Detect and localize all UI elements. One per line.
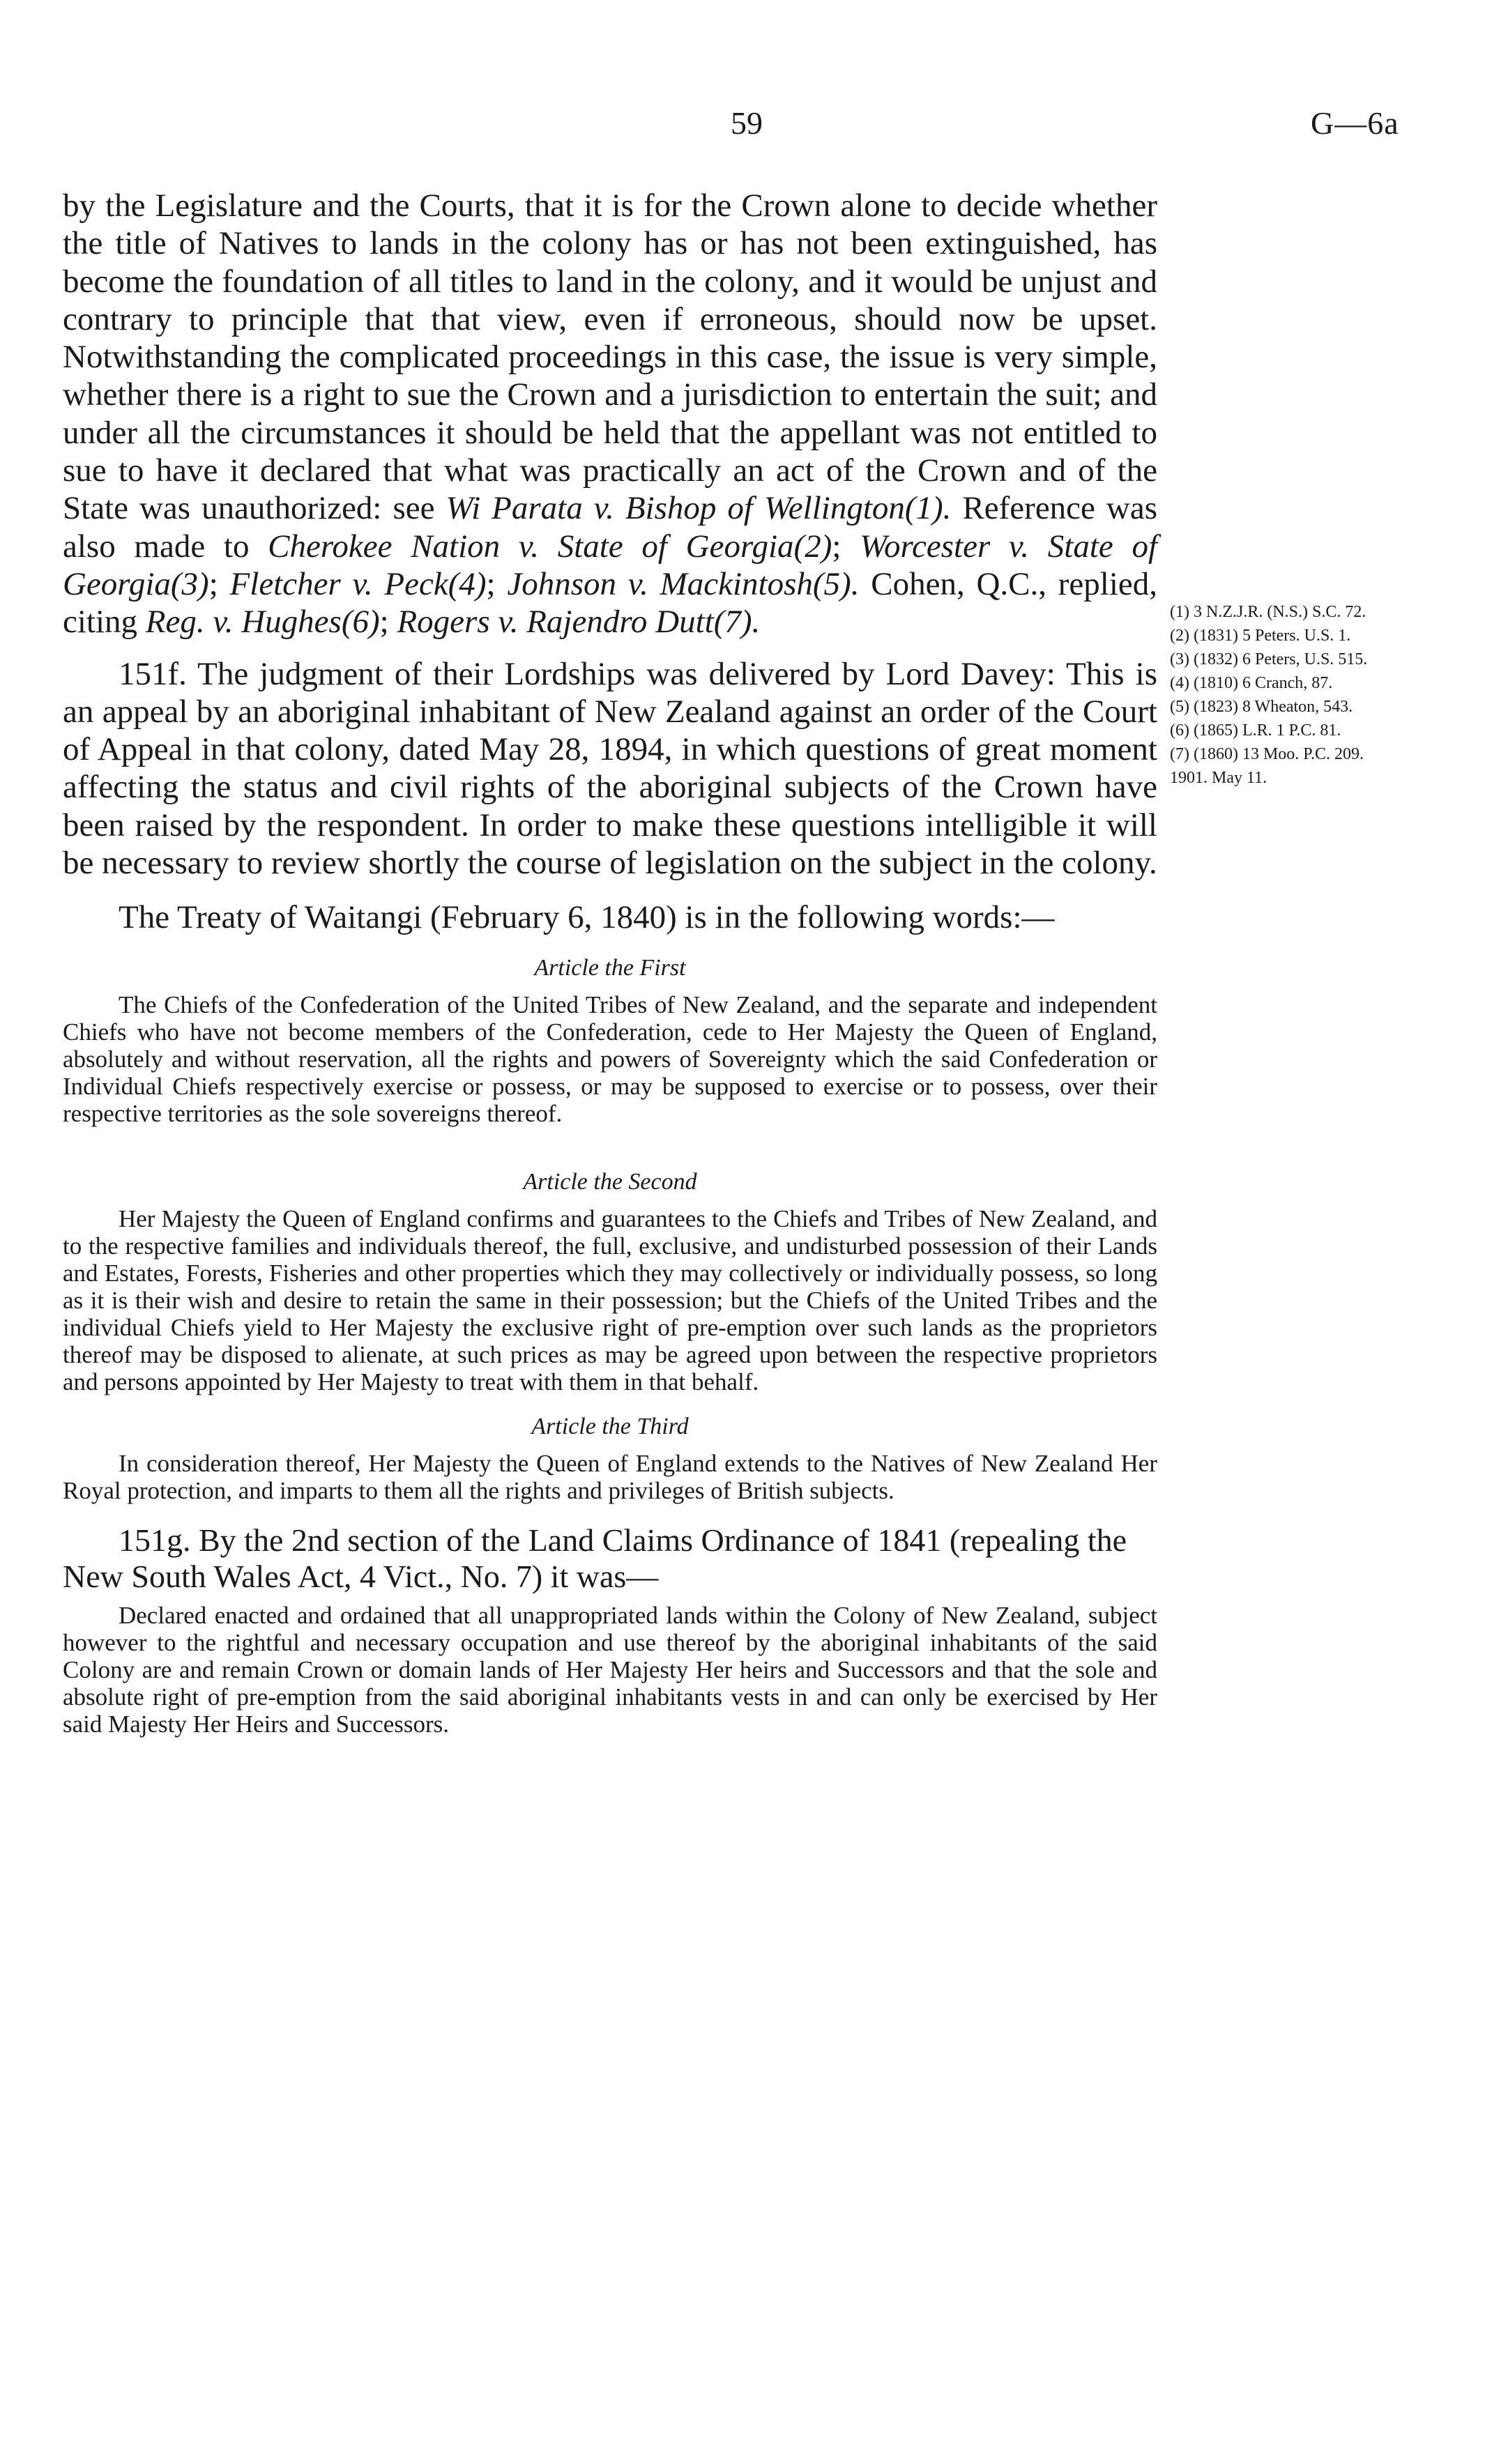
- article-first-text: The Chiefs of the Confederation of the United Tribes of New Zealand, and the separate and independent Chiefs who have not become members of the Confederation, cede to Her Majesty the Queen of England, absolutely and without reservation, all the rights and powers of Sovereignty which the said Confederation or Individual Chiefs respectively exercise or possess, or may be supposed to exercise or to possess, over their respective territories as the sole sovereigns thereof.: [63, 990, 1157, 1127]
- citation-rogers: Rogers v. Rajendro Dutt(7).: [397, 604, 761, 641]
- section-151g: 151g. By the 2nd section of the Land Claims Ordinance of 1841 (repealing the New South Wales Act, 4 Vict., No. 7) it was—: [63, 1522, 1127, 1594]
- citation-wi-parata: Wi Parata v. Bishop of Wellington(1).: [445, 490, 952, 527]
- side-note: (3) (1832) 6 Peters, U.S. 515.: [1170, 650, 1368, 668]
- side-note: (6) (1865) L.R. 1 P.C. 81.: [1170, 721, 1341, 740]
- side-notes: [1170, 603, 1463, 793]
- main-text: [63, 187, 1157, 1738]
- citation-sep: Cohen, Q.C., replied, citing: [63, 565, 1157, 641]
- argument-paragraph: [63, 187, 1157, 641]
- article-third-text: In consideration thereof, Her Majesty the Queen of England extends to the Natives of New Zealand Her Royal protection, and imparts to them all the rights and privileges of British subjects.: [63, 1449, 1157, 1504]
- side-note: (7) (1860) 13 Moo. P.C. 209.: [1170, 745, 1364, 763]
- citation-johnson: Johnson v. Mackintosh(5).: [507, 565, 860, 602]
- citation-fletcher: Fletcher v. Peck(4): [229, 565, 487, 602]
- citation-sep: ;: [832, 528, 860, 565]
- citation-sep: Reference was also made to: [63, 490, 1157, 565]
- treaty-intro: The Treaty of Waitangi (February 6, 1840) is in the following words:—: [119, 899, 1055, 936]
- document-code: G—6a: [1311, 105, 1399, 141]
- citation-sep: ;: [486, 565, 508, 602]
- citation-sep: ;: [379, 604, 397, 641]
- citation-cherokee: Cherokee Nation v. State of Georgia(2): [268, 528, 832, 565]
- judgment-paragraph: 151f. The judgment of their Lordships was delivered by Lord Davey: This is an appeal by an aboriginal inhabitant of New Zealand against an order of the Court of Appeal in that colony, dated May 28, 1894, in which questions of great moment affecting the status and civil rights of the aboriginal subjects of the Crown have been raised by the respondent. In order to make these questions intelligible it will be necessary to review shortly the course of legislation on the subject in the colony.: [63, 655, 1157, 882]
- side-note: (1) 3 N.Z.J.R. (N.S.) S.C. 72.: [1170, 603, 1366, 621]
- page-number: 59: [731, 105, 763, 141]
- article-second-title: Article the Second: [523, 1168, 697, 1195]
- citation-sep: ;: [208, 565, 230, 602]
- article-second-text: Her Majesty the Queen of England confirms and guarantees to the Chiefs and Tribes of New Zealand, and to the respective families and individuals thereof, the full, exclusive, and undisturbed possession of their Lands and Estates, Forests, Fisheries and other properties which they may collectively or individually possess, so long as it is their wish and desire to retain the same in their possession; but the Chiefs of the United Tribes and the individual Chiefs yield to Her Majesty the exclusive right of pre-emption over such lands as the proprietors thereof may be disposed to alienate, at such prices as may be agreed upon between the respective proprietors and persons appointed by Her Majesty to treat with them in that behalf.: [63, 1204, 1157, 1395]
- citation-worcester: Worcester v. State of Georgia(3): [63, 528, 1157, 602]
- side-note: (5) (1823) 8 Wheaton, 543.: [1170, 698, 1353, 716]
- side-note: (4) (1810) 6 Cranch, 87.: [1170, 674, 1333, 692]
- citation-hughes: Reg. v. Hughes(6): [145, 604, 380, 641]
- article-third-title: Article the Third: [531, 1413, 689, 1439]
- argument-text: by the Legislature and the Courts, that it is for the Crown alone to decide whether the title of Natives to lands in the colony has or has not been extinguished, has become the foundation of all titles to land in the colony, and it would be unjust and contrary to principle that that view, even if erroneous, should now be upset. Notwithstanding the complicated proceedings in this case, the issue is very simple, whether there is a right to sue the Crown and a jurisdiction to entertain the suit; and under all the circumstances it should be held that the appellant was not entitled to sue to have it declared that what was practically an act of the Crown and of the State was unauthorized: see: [63, 188, 1157, 527]
- side-note: (2) (1831) 5 Peters. U.S. 1.: [1170, 627, 1351, 645]
- ordinance-quote: Declared enacted and ordained that all unappropriated lands within the Colony of New Zealand, subject however to the rightful and necessary occupation and use thereof by the aboriginal inhabitants of the said Colony are and remain Crown or domain lands of Her Majesty Her heirs and Successors and that the sole and absolute right of pre-emption from the said aboriginal inhabitants vests in and can only be exercised by Her said Majesty Her Heirs and Successors.: [63, 1601, 1157, 1738]
- article-first-title: Article the First: [534, 954, 686, 981]
- side-note-date: 1901. May 11.: [1170, 769, 1267, 787]
